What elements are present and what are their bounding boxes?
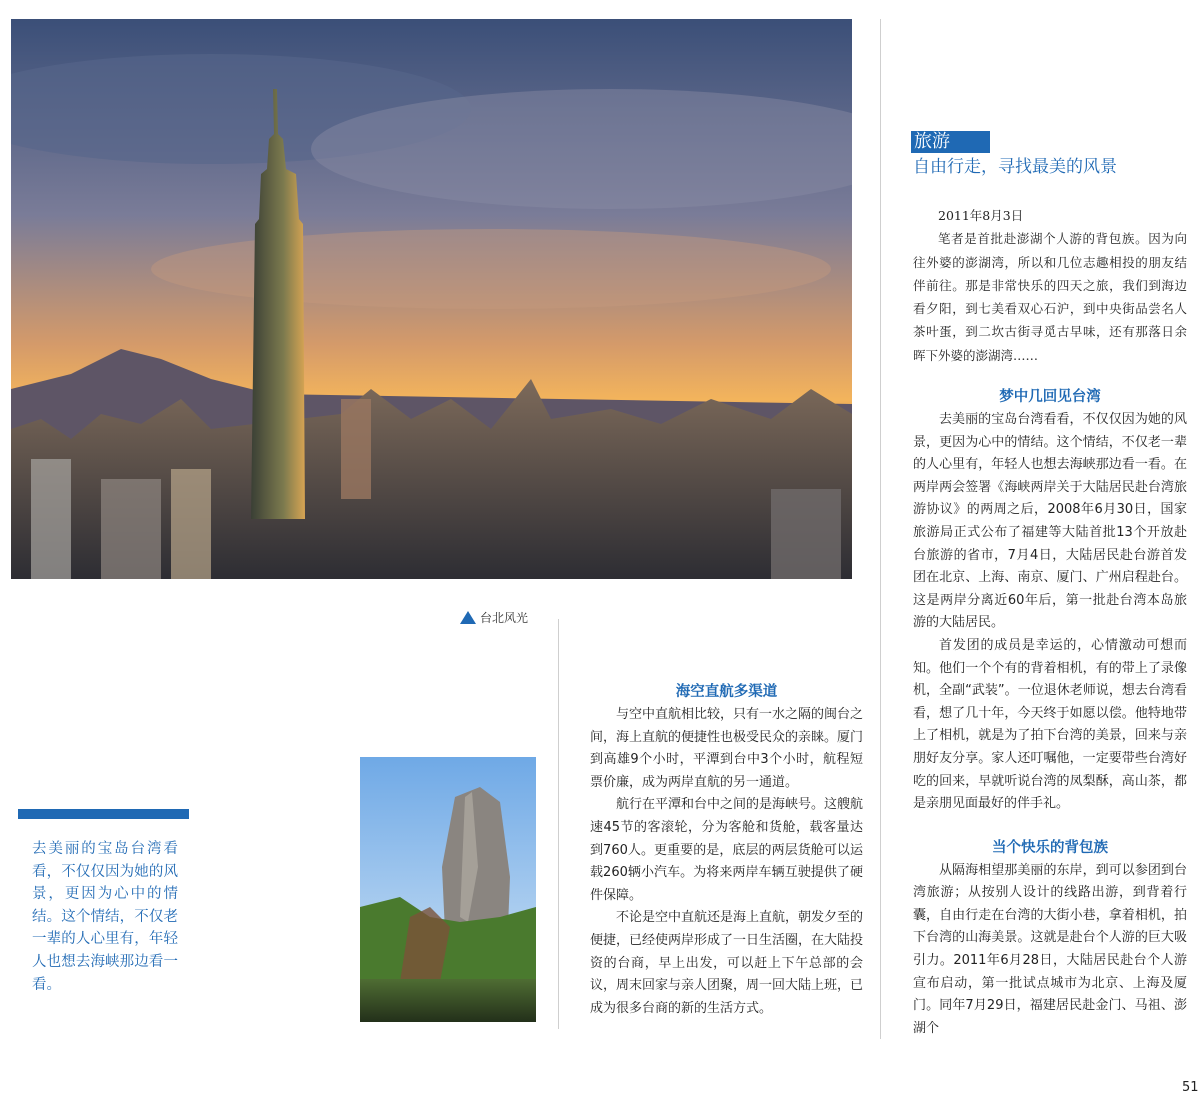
section-heading: 梦中几回见台湾	[999, 389, 1101, 405]
accent-bar	[18, 809, 189, 819]
triangle-icon	[460, 611, 476, 624]
paragraph: 从隔海相望那美丽的东岸，到可以参团到台湾旅游；从按别人设计的线路出游，到背着行囊，自由行走在台湾的大街小巷，拿着相机，拍下台湾的山海美景。这就是赴台个人游的巨大吸引力。2011年6月28日，大陆居民赴台个人游宣布启动，第一批试点城市为北京、上海及厦门。同年7月29日，福建居民赴金门、马祖、澎湖个	[913, 862, 1187, 1036]
article-column-middle	[590, 680, 863, 1020]
section-heading: 海空直航多渠道	[675, 684, 778, 700]
section-subtitle: 自由行走，寻找最美的风景	[913, 157, 1117, 177]
section-tag: 旅游	[911, 131, 990, 153]
paragraph: 航行在平潭和台中之间的是海峡号。这艘航速45节的客滚轮，分为客舱和货舱，载客量达到760人。更重要的是，底层的两层货舱可以运载260辆小汽车。为将来两岸车辆互驶提供了硬件保障。	[590, 797, 864, 903]
column-divider	[558, 619, 559, 1029]
paragraph: 首发团的成员是幸运的，心情激动可想而知。他们一个个有的背着相机，有的带上了录像机，全副“武装”。一位退休老师说，想去台湾看看，想了几十年，今天终于如愿以偿。他特地带上了相机，就是为了拍下台湾的美景，回来与亲朋好友分享。家人还叮嘱他，一定要带些台湾好吃的回来，早就听说台湾的凤梨酥，高山茶，都是亲朋见面最好的伴手礼。	[913, 637, 1187, 812]
pull-quote: 去美丽的宝岛台湾看看，不仅仅因为她的风景，更因为心中的情结。这个情结，不仅老一辈的人心里有，年轻人也想去海峡那边看一看。	[32, 841, 178, 993]
photo-caption	[460, 609, 528, 626]
column-divider	[880, 19, 881, 1039]
page-number: 51	[1182, 1080, 1199, 1095]
article-column-right	[913, 385, 1187, 1040]
diary-excerpt	[913, 204, 1187, 367]
section-heading: 当个快乐的背包族	[992, 839, 1108, 856]
caption-text: 台北风光	[480, 611, 529, 625]
paragraph: 去美丽的宝岛台湾看看，不仅仅因为她的风景，更因为心中的情结。这个情结，不仅老一辈的人心里有，年轻人也想去海峡那边看一看。在两岸两会签署《海峡两岸关于大陆居民赴台湾旅游协议》的两周之后，2008年6月30日，国家旅游局正式公布了福建等大陆首批13个开放赴台旅游的省市，7月4日，大陆居民赴台游首发团在北京、上海、南京、厦门、广州启程赴台。这是两岸分离近60年后，第一批赴台湾本岛旅游的大陆居民。	[913, 412, 1187, 631]
diary-body: 笔者是首批赴澎湖个人游的背包族。因为向往外婆的澎湖湾，所以和几位志趣相投的朋友结伴前往。那是非常快乐的四天之旅，我们到海边看夕阳，到七美看双心石沪，到中央街品尝名人茶叶蛋，到二坎古街寻觅古早味，还有那落日余晖下外婆的澎湖湾……	[913, 231, 1187, 363]
diary-date: 2011年8月3日	[938, 208, 1024, 223]
paragraph: 与空中直航相比较，只有一水之隔的闽台之间，海上直航的便捷性也极受民众的亲睐。厦门到高雄9个小时，平潭到台中3个小时，航程短票价廉，成为两岸直航的另一通道。	[590, 707, 864, 790]
paragraph: 不论是空中直航还是海上直航，朝发夕至的便捷，已经使两岸形成了一日生活圈，在大陆投资的台商，早上出发，可以赶上下午总部的会议，周末回家与亲人团聚，周一回大陆上班，已成为很多台商的新的生活方式。	[590, 910, 864, 1016]
mountain-rock-photo	[360, 757, 536, 1022]
taipei-skyline-photo	[11, 19, 852, 579]
